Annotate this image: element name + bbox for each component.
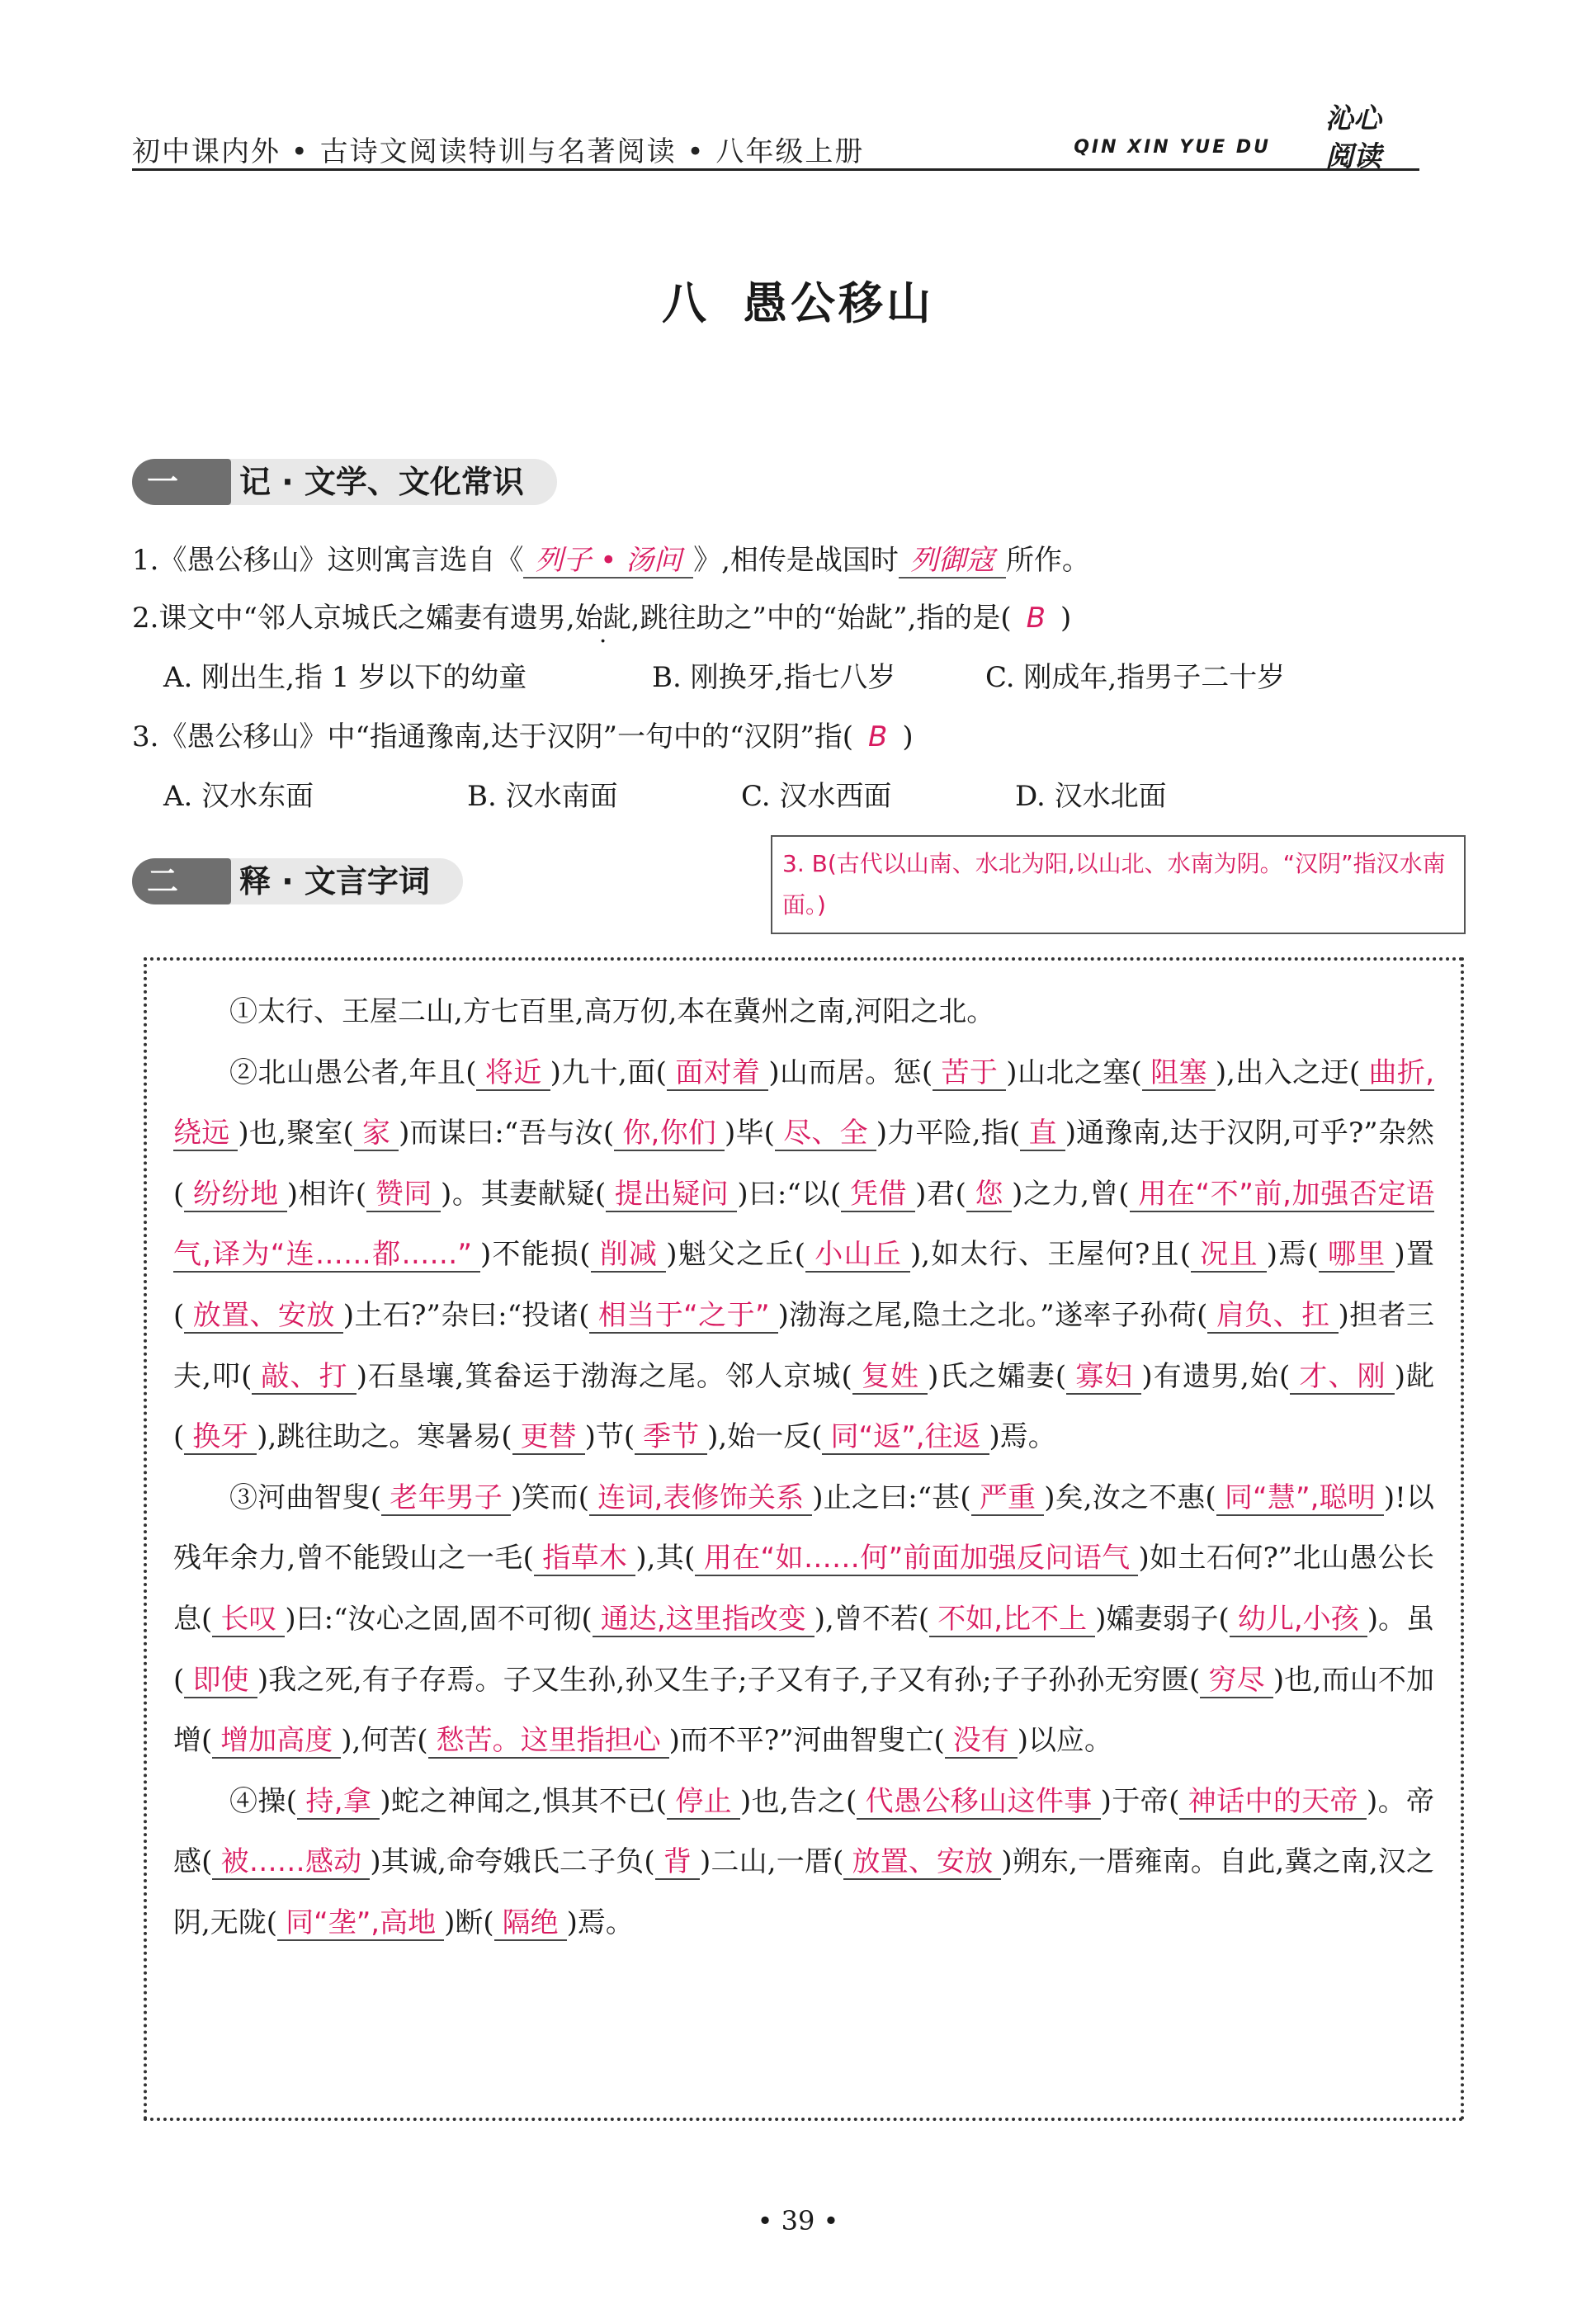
gloss: 纷纷地 <box>184 1178 286 1212</box>
gloss: 同“慧”,聪明 <box>1216 1481 1384 1516</box>
gloss: 老年男子 <box>381 1481 511 1516</box>
series-title: 初中课内外 • 古诗文阅读特训与名著阅读 • 八年级上册 <box>132 135 865 168</box>
header-rule <box>132 168 1419 171</box>
running-header <box>132 102 1419 173</box>
gloss: 才、刚 <box>1290 1360 1394 1395</box>
passage-text: )曰:“汝心之固,固不可彻( <box>285 1602 593 1636</box>
paragraph-4 <box>173 1772 1434 1954</box>
passage-text: ),如太行、王屋何?且( <box>910 1238 1192 1272</box>
brand-english: QIN XIN YUE DU <box>1074 137 1271 158</box>
q3-options <box>163 776 1167 817</box>
passage-text: )而不平?”河曲智叟亡( <box>668 1724 945 1758</box>
gloss: 用在“如……何”前面加强反问语气 <box>695 1542 1138 1576</box>
passage-text: ),何苦( <box>341 1724 428 1758</box>
gloss: 隔绝 <box>494 1906 567 1941</box>
q3-option-c: C. 汉水西面 <box>741 780 892 813</box>
passage-text: )于帝( <box>1100 1784 1180 1818</box>
gloss: 同“垄”,高地 <box>277 1906 444 1941</box>
q3-close: ) <box>902 720 914 753</box>
gloss: 被……感动 <box>212 1845 370 1880</box>
passage-text: )山而居。惩( <box>768 1056 933 1089</box>
section-2-badge: 二 <box>132 858 231 904</box>
gloss: 愁苦。这里指担心 <box>428 1724 669 1759</box>
gloss: 更替 <box>512 1420 585 1455</box>
brand-logo <box>1304 102 1403 173</box>
gloss: 持,拿 <box>297 1785 380 1820</box>
passage-text: )其诚,命夸娥氏二子负( <box>370 1845 655 1879</box>
gloss: 赞同 <box>366 1178 441 1212</box>
passage-text: )不能损( <box>480 1238 591 1272</box>
gloss: 相当于“之于” <box>589 1299 777 1334</box>
page-number: • 39 • <box>757 2205 839 2236</box>
passage-text: )!以残年余力,曾不能毁山之一毛( <box>173 1481 1435 1575</box>
gloss: 苦于 <box>933 1056 1006 1091</box>
question-3 <box>132 716 914 758</box>
passage-text: )力平险,指( <box>876 1117 1021 1150</box>
paragraph-3 <box>173 1468 1434 1772</box>
passage-text: )焉。 <box>566 1906 634 1939</box>
gloss: 幼儿,小孩 <box>1230 1603 1367 1637</box>
gloss: 将近 <box>476 1056 550 1091</box>
paragraph-1: ①太行、王屋二山,方七百里,高万仞,本在冀州之南,河阳之北。 <box>229 995 995 1028</box>
passage-text: ④操( <box>229 1784 298 1818</box>
passage-text: )九十,面( <box>550 1056 667 1089</box>
passage-text: )。帝感( <box>173 1784 1435 1879</box>
gloss: 小山丘 <box>805 1238 910 1273</box>
q2-close: ) <box>1060 602 1072 635</box>
passage-text: )焉。 <box>989 1420 1056 1454</box>
gloss: 直 <box>1020 1117 1065 1151</box>
gloss: 代愚公移山这件事 <box>857 1785 1100 1820</box>
passage-text: )担者三夫,叩( <box>173 1298 1435 1393</box>
passage-text: )朔东,一厝雍南。自此,冀之南,汉之阴,无陇( <box>173 1845 1435 1939</box>
gloss: 用在“不”前,加强否定语气,译为“连……都……” <box>173 1177 1435 1272</box>
passage-text: )山北之塞( <box>1006 1056 1142 1089</box>
gloss: 通达,这里指改变 <box>593 1603 815 1637</box>
passage-text: )孀妻弱子( <box>1095 1602 1230 1636</box>
q2-option-a: A. 刚出生,指 1 岁以下的幼童 <box>163 661 527 694</box>
gloss: 敲、打 <box>252 1360 356 1395</box>
passage-text: )以应。 <box>1017 1724 1113 1758</box>
gloss: 神话中的天帝 <box>1179 1785 1367 1820</box>
gloss: 哪里 <box>1319 1238 1395 1273</box>
q3-answer: B <box>868 720 888 753</box>
passage-text: )二山,一厝( <box>699 1845 844 1879</box>
section-2-label: 释 · 文言字词 <box>182 858 463 904</box>
gloss: 长叹 <box>212 1603 285 1637</box>
gloss: 即使 <box>184 1664 257 1698</box>
gloss: 家 <box>354 1117 399 1151</box>
passage-text: )通豫南,达于汉阴,可乎?”杂然( <box>173 1117 1435 1211</box>
passage-text: )魁父之丘( <box>666 1238 806 1272</box>
passage-text: )也,聚室( <box>238 1117 354 1150</box>
passage-text: )止之曰:“甚( <box>812 1481 971 1514</box>
passage-text: )笑而( <box>510 1481 589 1514</box>
q3-option-a: A. 汉水东面 <box>163 780 314 813</box>
passage-text: )断( <box>444 1906 494 1939</box>
passage-text: )曰:“以( <box>737 1177 842 1211</box>
passage-text: ③河曲智叟( <box>229 1481 382 1514</box>
gloss: 肩负、扛 <box>1207 1299 1338 1334</box>
passage-text: )我之死,有子存焉。子又生孙,孙又生子;子又有子,子又有孙;子子孙孙无穷匮( <box>257 1663 1201 1697</box>
q3-text-pre: 3.《愚公移山》中“指通豫南,达于汉阴”一句中的“汉阴”指( <box>132 720 854 753</box>
q2-options <box>163 657 1285 698</box>
question-2 <box>132 597 1071 639</box>
passage-text: )氏之孀妻( <box>928 1359 1067 1393</box>
gloss: 放置、安放 <box>843 1845 1001 1880</box>
gloss: 不如,比不上 <box>929 1603 1095 1637</box>
passage-text: ),始一反( <box>707 1420 823 1454</box>
passage-text: )置( <box>173 1238 1435 1332</box>
brand-cn-line2: 阅读 <box>1325 140 1381 173</box>
q1-text-pre: 1.《愚公移山》这则寓言选自《 <box>132 544 524 577</box>
section-1-label: 记 · 文学、文化常识 <box>182 459 557 505</box>
q1-answer-source: 列子 • 汤问 <box>523 544 693 579</box>
passage-text: )节( <box>584 1420 635 1454</box>
q3-option-b: B. 汉水南面 <box>467 780 618 813</box>
classical-passage <box>144 957 1464 2121</box>
gloss: 削减 <box>591 1238 667 1273</box>
passage-text: )渤海之尾,隐土之北。”遂率子孙荷( <box>777 1298 1208 1332</box>
passage-text: )也,而山不加增( <box>173 1663 1435 1758</box>
passage-text: )相许( <box>286 1177 367 1211</box>
q1-answer-author: 列御寇 <box>899 544 1006 579</box>
passage-text: )焉( <box>1266 1238 1319 1272</box>
gloss: 提出疑问 <box>606 1178 737 1212</box>
passage-text: )石垦壤,箕畚运于渤海之尾。邻人京城( <box>356 1359 852 1393</box>
gloss: 穷尽 <box>1200 1664 1273 1698</box>
answer-note: 3. B(古代以山南、水北为阳,以山北、水南为阴。“汉阴”指汉水南面。) <box>771 835 1466 934</box>
gloss: 换牙 <box>184 1420 257 1455</box>
gloss: 曲折,绕远 <box>173 1056 1435 1150</box>
brand-cn-line1: 沁心 <box>1325 102 1381 135</box>
gloss: 你,你们 <box>614 1117 725 1151</box>
q2-option-c: C. 刚成年,指男子二十岁 <box>985 661 1286 694</box>
page-title <box>0 268 1596 332</box>
passage-text: )。虽( <box>173 1602 1435 1697</box>
gloss: 面对着 <box>667 1056 769 1091</box>
gloss: 背 <box>655 1845 700 1880</box>
q2-text-pre: 2.课文中“邻人京城氏之孀妻有遗男, <box>132 602 575 635</box>
gloss: 停止 <box>667 1785 740 1820</box>
passage-text: )如土石何?”北山愚公长息( <box>173 1542 1435 1636</box>
passage-text: ),其( <box>635 1542 696 1575</box>
gloss: 尽、全 <box>775 1117 876 1151</box>
gloss: 季节 <box>635 1420 707 1455</box>
passage-text: )土石?”杂曰:“投诸( <box>342 1298 590 1332</box>
gloss: 同“返”,往返 <box>822 1420 989 1455</box>
q2-dotted-word: 始龀 <box>574 602 631 635</box>
passage-text: )毕( <box>724 1117 775 1150</box>
gloss: 增加高度 <box>212 1724 341 1759</box>
passage-text: )。其妻献疑( <box>441 1177 607 1211</box>
gloss: 阻塞 <box>1142 1056 1216 1091</box>
passage-text: ),曾不若( <box>814 1602 930 1636</box>
q2-text-post: ,跳往助之”中的“始龀”,指的是( <box>630 602 1012 635</box>
passage-text: ),出入之迂( <box>1215 1056 1361 1089</box>
passage-text: ),跳往助之。寒暑易( <box>257 1420 512 1454</box>
gloss: 您 <box>966 1178 1012 1212</box>
passage-text: )君( <box>915 1177 966 1211</box>
lesson-number: 八 <box>662 277 710 329</box>
gloss: 放置、安放 <box>184 1299 343 1334</box>
gloss: 连词,表修饰关系 <box>589 1481 812 1516</box>
section-1-badge: 一 <box>132 459 231 505</box>
gloss: 严重 <box>971 1481 1045 1516</box>
q3-option-d: D. 汉水北面 <box>1015 780 1167 813</box>
q2-option-b: B. 刚换牙,指七八岁 <box>652 661 896 694</box>
q1-text-post: 所作。 <box>1005 544 1090 577</box>
passage-text: )也,告之( <box>740 1784 857 1818</box>
passage-text: )有遗男,始( <box>1141 1359 1291 1393</box>
q1-text-mid: 》,相传是战国时 <box>693 544 899 577</box>
q2-answer: B <box>1026 602 1046 635</box>
passage-text: )之力,曾( <box>1012 1177 1130 1211</box>
passage-text: ②北山愚公者,年且( <box>229 1056 477 1089</box>
paragraph-2 <box>173 1043 1434 1468</box>
passage-text: )而谋曰:“吾与汝( <box>399 1117 615 1150</box>
passage-text: )矣,汝之不惠( <box>1044 1481 1216 1514</box>
gloss: 复姓 <box>852 1360 928 1395</box>
gloss: 没有 <box>945 1724 1018 1759</box>
lesson-title: 愚公移山 <box>743 277 934 329</box>
gloss: 况且 <box>1191 1238 1267 1273</box>
gloss: 凭借 <box>841 1178 915 1212</box>
gloss: 指草木 <box>534 1542 635 1576</box>
gloss: 寡妇 <box>1066 1360 1141 1395</box>
question-1 <box>132 540 1090 581</box>
passage-text: )龀( <box>173 1359 1435 1454</box>
passage-text: )蛇之神闻之,惧其不已( <box>380 1784 667 1818</box>
